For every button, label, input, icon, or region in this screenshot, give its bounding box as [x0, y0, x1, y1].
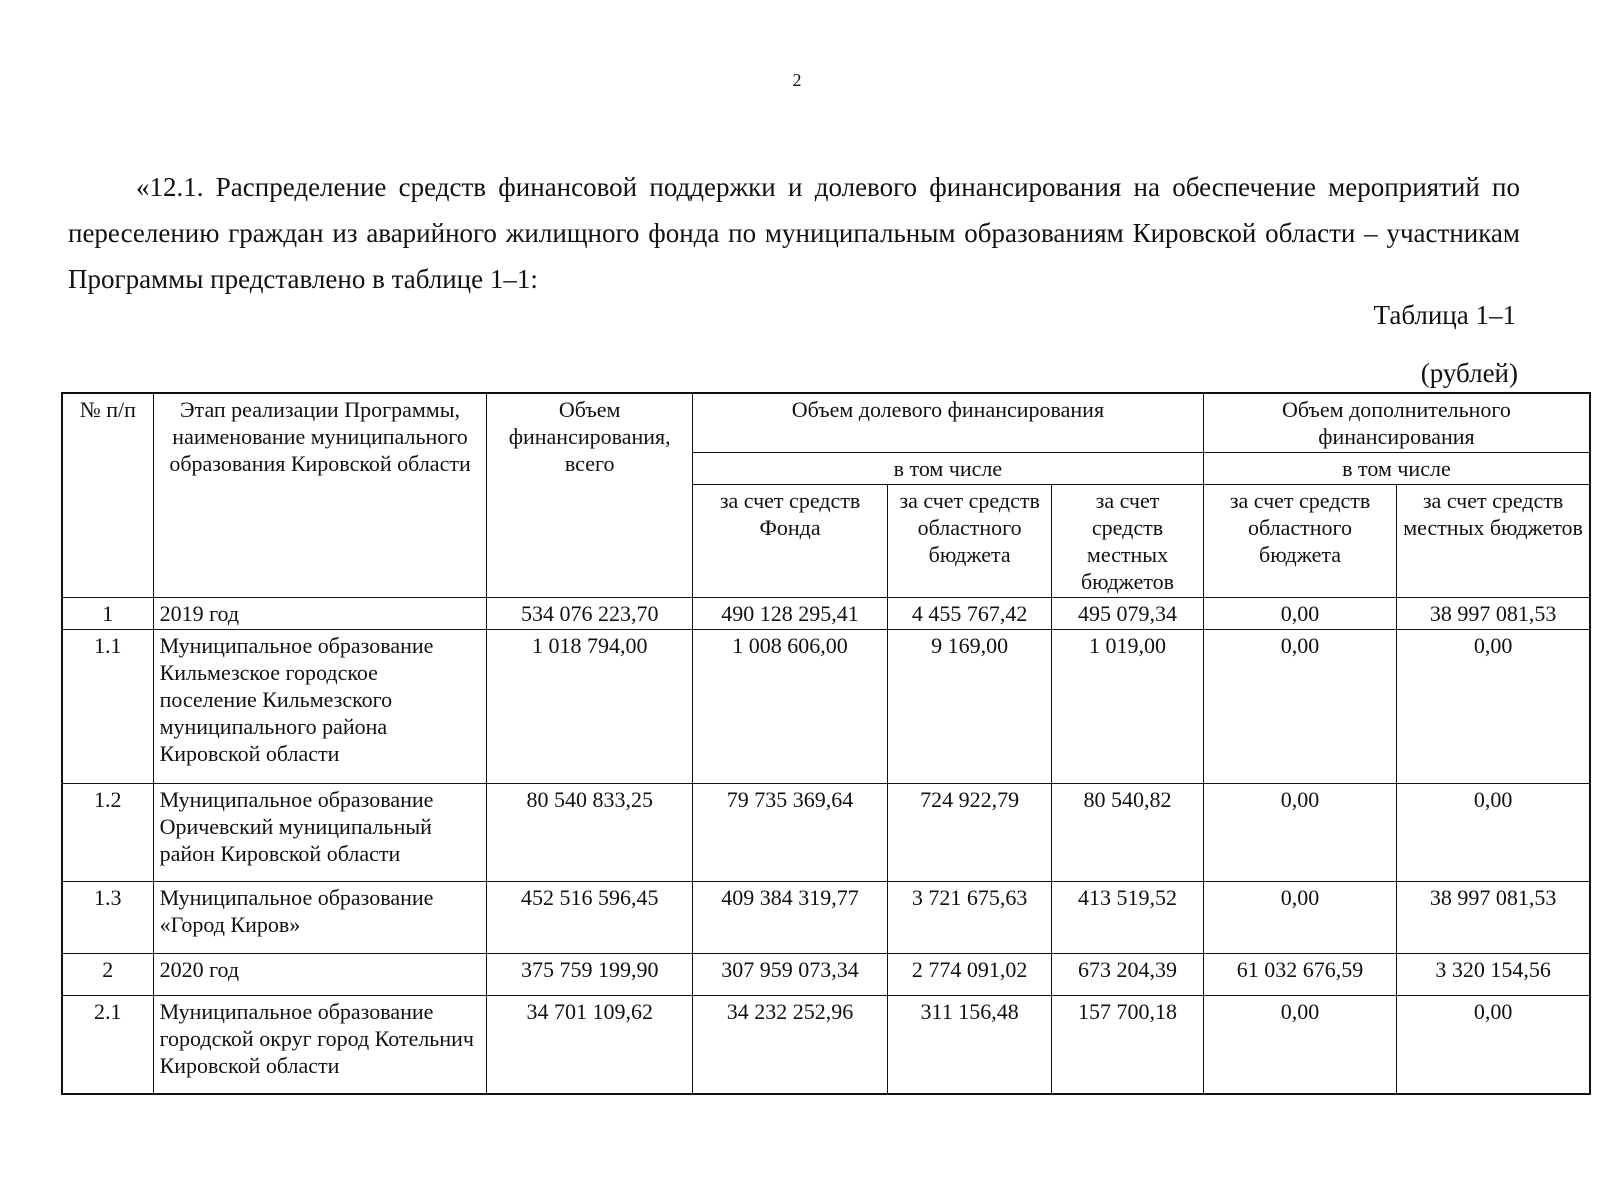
header-shared-incl: в том числе — [692, 453, 1203, 485]
row-regional: 3 721 675,63 — [888, 882, 1052, 954]
row-total: 534 076 223,70 — [487, 598, 692, 630]
table-row — [62, 882, 1590, 954]
row-regional: 724 922,79 — [888, 784, 1052, 882]
row-fund: 79 735 369,64 — [692, 784, 887, 882]
page-number: 2 — [792, 70, 802, 90]
row-num: 1.3 — [62, 882, 153, 954]
row-fund: 34 232 252,96 — [692, 996, 887, 1094]
row-num: 1.1 — [62, 630, 153, 784]
row-add-local: 0,00 — [1397, 996, 1590, 1094]
row-local: 495 079,34 — [1052, 598, 1204, 630]
row-name: Муниципальное образование городской округ город Котельнич Кировской области — [153, 996, 487, 1094]
row-fund: 409 384 319,77 — [692, 882, 887, 954]
header-total: Объем финансирования, всего — [487, 393, 692, 598]
row-add-local: 0,00 — [1397, 630, 1590, 784]
row-local: 80 540,82 — [1052, 784, 1204, 882]
row-num: 2 — [62, 954, 153, 996]
header-add-local: за счет средств местных бюджетов — [1397, 485, 1590, 598]
intro-paragraph: «12.1. Распределение средств финансовой поддержки и долевого финансирования на обеспечение мероприятий по переселению граждан из аварийного жилищного фонда по муниципальным образованиям Кировской области – участникам Программы представлено в таблице 1–1: — [68, 172, 1520, 294]
row-num: 1 — [62, 598, 153, 630]
row-total: 80 540 833,25 — [487, 784, 692, 882]
row-name: Муниципальное образование «Город Киров» — [153, 882, 487, 954]
row-regional: 2 774 091,02 — [888, 954, 1052, 996]
header-num: № п/п — [62, 393, 153, 598]
table-row — [62, 598, 1590, 630]
row-regional: 4 455 767,42 — [888, 598, 1052, 630]
row-local: 1 019,00 — [1052, 630, 1204, 784]
row-add-regional: 0,00 — [1203, 630, 1396, 784]
row-add-local: 38 997 081,53 — [1397, 882, 1590, 954]
row-local: 157 700,18 — [1052, 996, 1204, 1094]
table-row — [62, 630, 1590, 784]
table-row — [62, 996, 1590, 1094]
header-add-regional: за счет средств областного бюджета — [1203, 485, 1396, 598]
header-stage: Этап реализации Программы, наименование муниципального образования Кировской области — [153, 393, 487, 598]
header-regional: за счет средств областного бюджета — [888, 485, 1052, 598]
row-total: 452 516 596,45 — [487, 882, 692, 954]
row-add-regional: 0,00 — [1203, 598, 1396, 630]
row-name: Муниципальное образование Кильмезское городское поселение Кильмезского муниципального района Кировской области — [153, 630, 487, 784]
table-row — [62, 954, 1590, 996]
row-fund: 1 008 606,00 — [692, 630, 887, 784]
row-regional: 311 156,48 — [888, 996, 1052, 1094]
row-name: 2019 год — [153, 598, 487, 630]
units-label: (рублей) — [1420, 358, 1518, 388]
header-fund: за счет средств Фонда — [692, 485, 887, 598]
header-shared: Объем долевого финансирования — [692, 393, 1203, 453]
row-total: 34 701 109,62 — [487, 996, 692, 1094]
header-additional: Объем дополнительного финансирования — [1203, 393, 1590, 453]
row-add-regional: 0,00 — [1203, 784, 1396, 882]
header-additional-incl: в том числе — [1203, 453, 1590, 485]
row-local: 413 519,52 — [1052, 882, 1204, 954]
table-row — [62, 784, 1590, 882]
row-total: 375 759 199,90 — [487, 954, 692, 996]
row-add-regional: 0,00 — [1203, 996, 1396, 1094]
row-num: 2.1 — [62, 996, 153, 1094]
row-add-regional: 61 032 676,59 — [1203, 954, 1396, 996]
row-local: 673 204,39 — [1052, 954, 1204, 996]
row-name: 2020 год — [153, 954, 487, 996]
row-fund: 490 128 295,41 — [692, 598, 887, 630]
financing-table — [61, 392, 1591, 1095]
table-caption: Таблица 1–1 — [1373, 300, 1516, 330]
row-add-regional: 0,00 — [1203, 882, 1396, 954]
row-add-local: 38 997 081,53 — [1397, 598, 1590, 630]
header-local: за счет средств местных бюджетов — [1052, 485, 1204, 598]
row-name: Муниципальное образование Оричевский муниципальный район Кировской области — [153, 784, 487, 882]
row-num: 1.2 — [62, 784, 153, 882]
row-fund: 307 959 073,34 — [692, 954, 887, 996]
row-add-local: 0,00 — [1397, 784, 1590, 882]
row-regional: 9 169,00 — [888, 630, 1052, 784]
row-add-local: 3 320 154,56 — [1397, 954, 1590, 996]
row-total: 1 018 794,00 — [487, 630, 692, 784]
